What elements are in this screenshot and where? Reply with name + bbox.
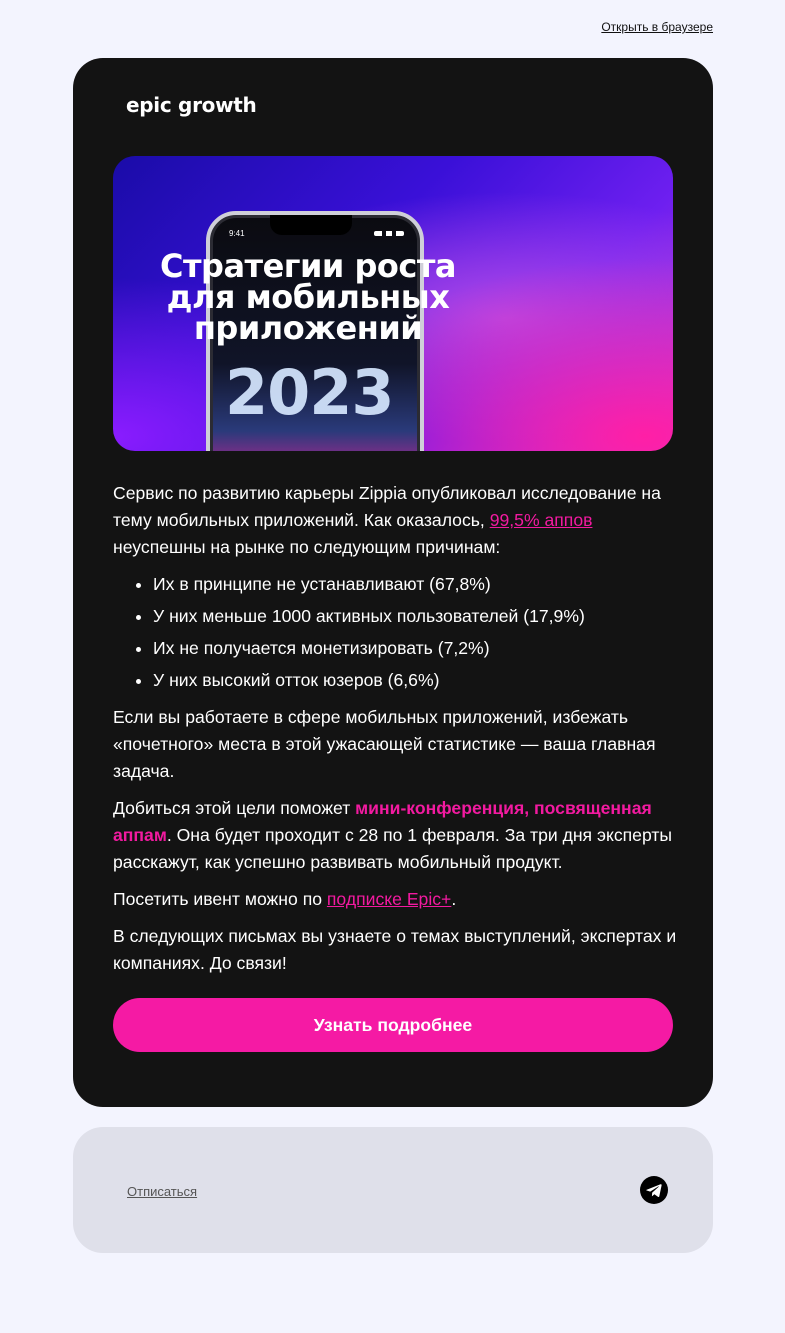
intro-text: Сервис по развитию карьеры Zippia опубликовал исследование на тему мобильных приложений. Как оказалось, xyxy=(113,483,661,530)
hero-year: 2023 xyxy=(225,356,394,429)
conference-paragraph xyxy=(113,795,678,876)
email-card xyxy=(73,58,713,1107)
conference-highlight: мини-конференция, посвященная аппам xyxy=(113,798,652,845)
task-paragraph: Если вы работаете в сфере мобильных приложений, избежать «почетного» места в этой ужасающей статистике — ваша главная задача. xyxy=(113,707,656,781)
list-item: • Их в принципе не устанавливают (67,8%) xyxy=(153,571,678,598)
epic-plus-link[interactable]: подписке Epic+ xyxy=(326,889,452,909)
list-item: • У них меньше 1000 активных пользователей (17,9%) xyxy=(153,603,678,630)
unsubscribe-link[interactable]: Отписаться xyxy=(127,1184,198,1199)
stat-link[interactable]: 99,5% аппов xyxy=(489,510,593,530)
email-body xyxy=(113,480,678,987)
open-in-browser-link[interactable]: Открыть в браузере xyxy=(601,20,713,34)
telegram-icon[interactable] xyxy=(640,1176,668,1204)
top-bar xyxy=(601,20,713,34)
hero-title: Стратегии роста для мобильных приложений xyxy=(160,247,456,347)
reasons-list xyxy=(113,571,678,694)
subscription-text: Посетить ивент можно по xyxy=(113,889,327,909)
learn-more-button[interactable]: Узнать подробнее xyxy=(113,998,673,1052)
intro-paragraph xyxy=(113,480,678,561)
intro-text-end: неуспешны на рынке по следующим причинам: xyxy=(113,537,501,557)
brand-logo[interactable]: epic growth xyxy=(126,93,257,117)
conference-text: Добиться этой цели поможет xyxy=(113,798,356,818)
phone-status-icons xyxy=(374,231,404,236)
phone-time: 9:41 xyxy=(229,229,245,238)
closing-paragraph: В следующих письмах вы узнаете о темах выступлений, экспертах и компаниях. До связи! xyxy=(113,926,677,973)
hero-banner[interactable] xyxy=(113,156,673,451)
footer xyxy=(73,1127,713,1253)
list-item: • У них высокий отток юзеров (6,6%) xyxy=(153,667,678,694)
phone-notch xyxy=(270,215,352,235)
subscription-paragraph xyxy=(113,886,678,913)
list-item: • Их не получается монетизировать (7,2%) xyxy=(153,635,678,662)
subscription-text-end: . xyxy=(451,889,457,909)
conference-text-end: . Она будет проходит с 28 по 1 февраля. За три дня эксперты расскажут, как успешно развивать мобильный продукт. xyxy=(113,825,673,872)
